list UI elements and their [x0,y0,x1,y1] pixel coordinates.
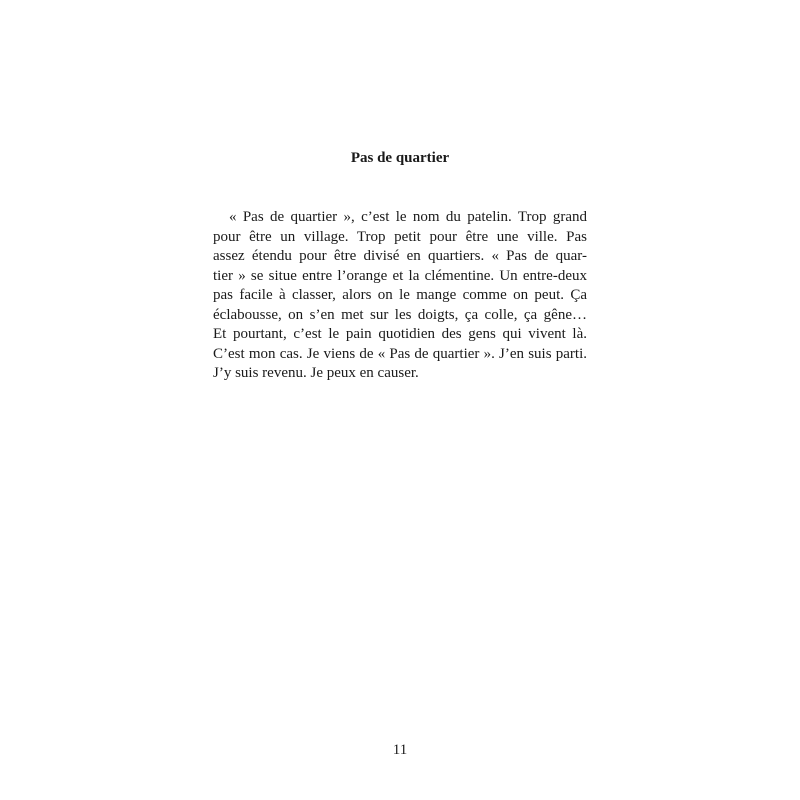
paragraph-line: « Pas de quartier », c’est le nom du patelin. Trop grand [229,209,587,225]
paragraph-line: pour être un village. Trop petit pour être une ville. Pas [213,228,587,245]
paragraph-line: assez étendu pour être divisé en quartiers. « Pas de quar- [213,248,587,264]
paragraph-line: Et pourtant, c’est le pain quotidien des gens qui vivent là. [213,326,587,342]
body-paragraph [213,208,587,384]
paragraph-line: C’est mon cas. Je viens de « Pas de quartier ». J’en suis parti. [213,345,587,362]
chapter-title: Pas de quartier [350,150,450,166]
paragraph-line: J’y suis revenu. Je peux en causer. [213,365,419,381]
paragraph-line: pas facile à classer, alors on le mange comme on peut. Ça [213,287,587,303]
paragraph-line: éclabousse, on s’en met sur les doigts, ça colle, ça gêne… [213,306,587,323]
paragraph-line: tier » se situe entre l’orange et la clémentine. Un entre-deux [213,267,587,284]
page-number: 11 [392,742,408,758]
